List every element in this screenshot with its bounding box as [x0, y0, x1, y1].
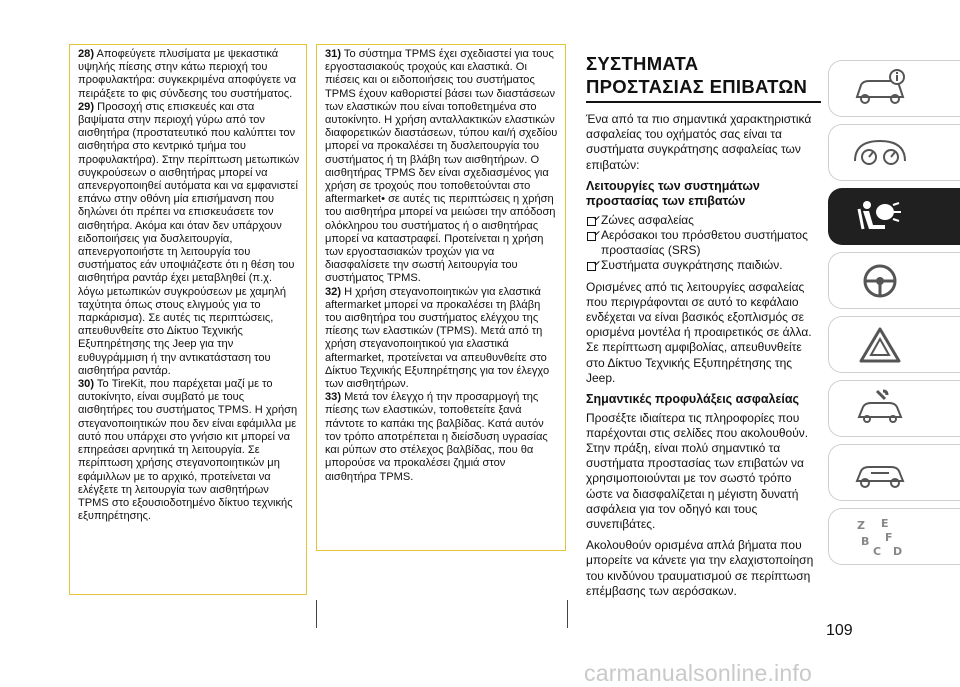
functions-paragraph: Ορισμένες από τις λειτουργίες ασφαλείας που περιγράφονται σε αυτό το κεφάλαιο ενδέχεται να είναι βασικός εξοπλισμός σε ορισμένα μοντέλα ή προαιρετικός σε άλλα. Σε περίπτωση αμφιβολίας, απευθυνθείτε στο Δίκτυο Τεχνικής Εξυπηρέτησης της Jeep. [586, 279, 812, 385]
note-28: 28) Αποφεύγετε πλυσίματα με ψεκαστικά υψηλής πίεσης στην κάτω περιοχή του προφυλακτήρα: συγκεκριμένα αποφύγετε να πειράξετε το φις σύνδεσης του συστήματος. [78, 48, 297, 100]
car-info-icon [851, 67, 909, 111]
svg-text:F: F [885, 530, 893, 544]
list-item: Συστήματα συγκράτησης παιδιών. [586, 258, 821, 273]
column-divider [567, 600, 568, 628]
notes-box-left [69, 44, 307, 595]
checkbox-icon [587, 262, 596, 271]
car-specs-icon [851, 451, 909, 495]
index-letters-icon [851, 515, 909, 559]
tab-driving[interactable] [828, 252, 960, 309]
steering-wheel-icon [851, 259, 909, 303]
tab-specifications[interactable] [828, 444, 960, 501]
title-rule [586, 101, 821, 103]
warning-triangle-icon [851, 323, 909, 367]
note-32: 32) Η χρήση στεγανοποιητικών για ελαστικά aftermarket μπορεί να προκαλέσει τη βλάβη του αισθητήρα του συστήματος ελέγχου της πίεσης των ελαστικών (TPMS). Μετά από τη χρήση στεγανοποιητικού για ελαστικά aftermarket, προτείνεται να απευθυνθείτε στο Δίκτυο Τεχνικής Εξυπηρέτησης για τον έλεγχο των αισθητήρων. [325, 285, 550, 391]
tab-emergency[interactable] [828, 316, 960, 373]
page-number: 109 [826, 622, 853, 639]
note-33: 33) Μετά τον έλεγχο ή την προσαρμογή της πίεσης των ελαστικών, τοποθετείτε ξανά πάντοτε το καπάκι της βαλβίδας. Κατά αυτόν τον τρόπο αποτρέπεται η διείσδυση υγρασίας και ρύπων στο στέλεχος βαλβίδας, που θα μπορούσε να προκαλέσει ζημιά στον αισθητήρα TPMS. [325, 391, 548, 483]
tab-dashboard[interactable] [828, 124, 960, 181]
section-title: ΣΥΣΤΗΜΑΤΑ ΠΡΟΣΤΑΣΙΑΣ ΕΠΙΒΑΤΩΝ [586, 53, 808, 97]
watermark: carmanualsonline.info [584, 660, 812, 686]
heading-functions: Λειτουργίες των συστημάτων προστασίας των επιβατών [586, 178, 760, 209]
warnings-paragraph-1: Προσέξτε ιδιαίτερα τις πληροφορίες που παρέχονται στις σελίδες που ακολουθούν. Στην πράξη, είναι πολύ σημαντικό τα συστήματα προστασίας των επιβατών να χρησιμοποιούνται με τον σωστό τρόπο ώστε να διασφαλίζεται η μέγιστη δυνατή ασφάλεια για τον οδηγό και τους συνεπιβάτες. [586, 410, 809, 531]
intro-paragraph: Ένα από τα πιο σημαντικά χαρακτηριστικά ασφαλείας του οχήματός σας είναι τα συστήματα συγκράτησης ασφαλείας των επιβατών: [586, 112, 812, 172]
wrench-car-icon [851, 387, 909, 431]
seat-airbag-icon [851, 195, 909, 239]
tab-index[interactable] [828, 508, 960, 565]
list-item: Ζώνες ασφαλείας [586, 213, 821, 228]
notes-box-middle [316, 44, 566, 551]
tab-car-info[interactable] [828, 60, 960, 117]
svg-text:C: C [873, 544, 882, 558]
dashboard-gauge-icon [851, 131, 909, 175]
note-29: 29) Προσοχή στις επισκευές και στα βαψίματα στην περιοχή γύρω από τον αισθητήρα (προστατευτικό που καλύπτει τον αισθητήρα στο κεντρικό τμήμα του προφυλακτήρα). Στην περίπτωση μετωπικών συγκρούσεων ο αισθητήρας μπορεί να απενεργοποιηθεί αυτόματα και να εμφανιστεί επάνω στην οθόνη μία επισήμανση που δηλώνει ότι πρέπει να επισκευάσετε τον αισθητήρα. Ακόμα και όταν δεν υπάρχουν ειδοποιήσεις για δυσλειτουργία, απενεργοποιήστε τη λειτουργία του συστήματος εάν υποψιάζεστε ότι η θέση του αισθητήρα ραντάρ έχει μεταβληθεί (π.χ. λόγω μετωπικών συγκρούσεων με χαμηλή ταχύτητα όπως στους ελιγμούς για το παρκάρισμα). Σε αυτές τις περιπτώσεις, απευθυνθείτε στο Δίκτυο Τεχνικής Εξυπηρέτησης της Jeep για την ευθυγράμμιση ή την αντικατάσταση του αισθητήρα ραντάρ. [78, 100, 300, 377]
tab-safety[interactable] [828, 188, 960, 245]
svg-text:Z: Z [857, 518, 865, 532]
list-item: Αερόσακοι του πρόσθετου συστήματος προστασίας (SRS) [586, 228, 821, 258]
tab-maintenance[interactable] [828, 380, 960, 437]
svg-text:E: E [881, 516, 889, 530]
heading-warnings: Σημαντικές προφυλάξεις ασφαλείας [586, 392, 800, 407]
checkbox-icon [587, 217, 596, 226]
note-30: 30) Το TireKit, που παρέχεται μαζί με το αυτοκίνητο, είναι συμβατό με τους αισθητήρες του συστήματος TPMS. Η χρήση στεγανοποιητικών που δεν είναι εφάμιλλα με αυτό που υπάρχει στο γνήσιο κιτ μπορεί να επηρεάσει αρνητικά τη λειτουργία. Σε περίπτωση χρήσης στεγανοποιητικών μη εφάμιλλων με το αρχικό, προτείνεται να ελέγξετε τη λειτουργία των αισθητήρων TPMS στο εξουσιοδοτημένο δίκτυο τεχνικής εξυπηρέτησης. [78, 378, 298, 523]
column-divider [316, 600, 317, 628]
note-31: 31) Το σύστημα TPMS έχει σχεδιαστεί για τους εργοστασιακούς τροχούς και ελαστικά. Οι πιέσεις και οι ειδοποιήσεις του συστήματος TPMS έχουν καθοριστεί βάσει των διαστάσεων των ελαστικών που είναι τοποθετημένα στο αυτοκίνητο. Η χρήση ανταλλακτικών ελαστικών διαφορετικών διαστάσεων, τύπου και/ή σχεδίου μπορεί να προκαλέσει τη δυσλειτουργία του συστήματος ή τη βλάβη των αισθητήρων. Ο αισθητήρας TPMS δεν είναι σχεδιασμένος για χρήση σε τροχούς που τοποθετούνται στο aftermarket• σε αυτές τις περιπτώσεις η χρήση του αισθητήρα μπορεί να μειώσει την απόδοση ολόκληρου του συστήματος ή ο αισθητήρας μπορεί να καταστραφεί. Προτείνεται η χρήση των εργοστασιακών τροχών για να διασφαλίσετε την σωστή λειτουργία του συστήματος TPMS. [325, 48, 558, 285]
checkbox-icon [587, 232, 596, 241]
warnings-paragraph-2: Ακολουθούν ορισμένα απλά βήματα που μπορείτε να κάνετε για την ελαχιστοποίηση του κινδύνου τραυματισμού σε περίπτωση επέμβασης των αερόσακων. [586, 538, 814, 598]
svg-text:B: B [861, 534, 870, 548]
svg-text:D: D [893, 544, 903, 558]
section-content [586, 52, 821, 605]
chapter-tabs [828, 60, 960, 572]
